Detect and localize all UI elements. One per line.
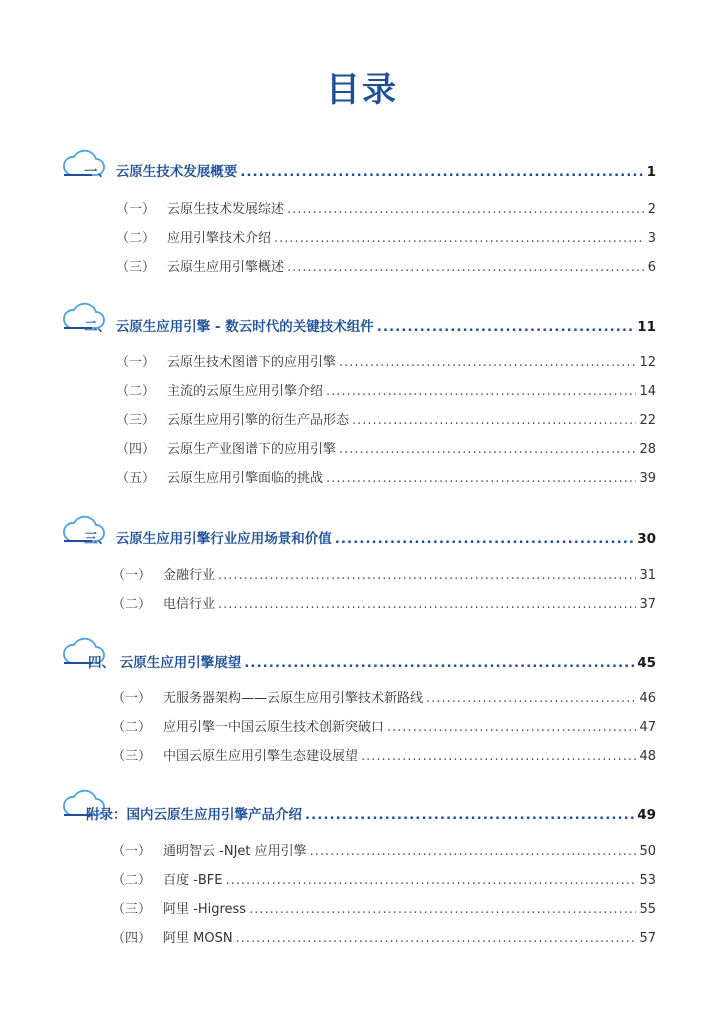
toc-entry[interactable]: （二） 电信行业 ..... 37 [112,593,656,612]
toc-heading[interactable] [84,315,656,335]
toc-heading-label: 二、 云原生应用引擎 - 数云时代的关键技术组件 [84,319,374,335]
toc-entry[interactable]: （一） 云原生技术图谱下的应用引擎 ..... 12 [116,351,656,370]
toc-page-number: 11 [637,319,656,335]
toc-entry[interactable]: （一） 通明智云 -NJet 应用引擎 ..... 50 [112,840,656,859]
toc-entry[interactable]: （一） 金融行业 ..... 31 [112,564,656,583]
toc-entry[interactable]: （四） 云原生产业图谱下的应用引擎 ..... 28 [116,438,656,457]
toc-entry[interactable]: （一） 无服务器架构——云原生应用引擎技术新路线 ..... 46 [112,687,656,706]
toc-page-number: 30 [637,531,656,547]
toc-heading-label: 附录：国内云原生应用引擎产品介绍 [86,807,302,823]
toc-entry[interactable]: （四） 阿里 MOSN ..... 57 [112,927,656,946]
toc-heading-label: 三、 云原生应用引擎行业应用场景和价值 [84,531,332,547]
toc-heading-label: 一、 云原生技术发展概要 [84,164,238,180]
toc-heading-label: 四、 云原生应用引擎展望 [88,655,242,671]
toc-heading[interactable] [88,651,656,671]
toc-heading[interactable] [84,527,656,547]
toc-entry[interactable]: （二） 百度 -BFE ..... 53 [112,869,656,888]
toc-heading[interactable] [84,160,656,180]
toc-entry[interactable]: （二） 应用引擎技术介绍 ..... 3 [116,227,656,246]
toc-entry[interactable]: （三） 云原生应用引擎概述 ..... 6 [116,256,656,275]
toc-entry[interactable]: （三） 阿里 -Higress ..... 55 [112,898,656,917]
toc-entry[interactable]: （二） 主流的云原生应用引擎介绍 ..... 14 [116,380,656,399]
page-title: 目录 [326,70,398,110]
toc-entry[interactable]: （三） 云原生应用引擎的衍生产品形态 ..... 22 [116,409,656,428]
toc-page-number: 45 [637,655,656,671]
toc-entry[interactable]: （二） 应用引擎一中国云原生技术创新突破口 ..... 47 [112,716,656,735]
toc-entry[interactable]: （三） 中国云原生应用引擎生态建设展望 ..... 48 [112,745,656,764]
toc-entry[interactable]: （五） 云原生应用引擎面临的挑战 ..... 39 [116,467,656,486]
toc-heading[interactable] [86,803,656,823]
toc-page-number: 1 [646,164,656,180]
toc-entry[interactable]: （一） 云原生技术发展综述 ..... 2 [116,198,656,217]
toc-page-number: 49 [637,807,656,823]
